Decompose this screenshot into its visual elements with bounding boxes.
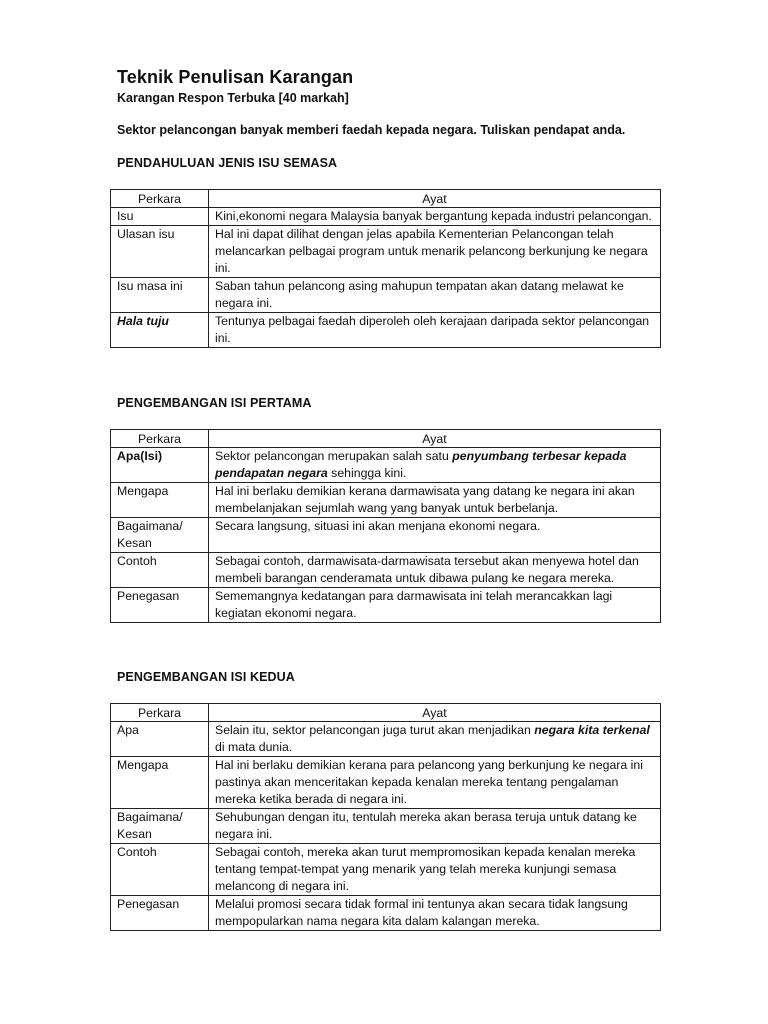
- row-key: Isu: [111, 208, 209, 226]
- column-header-perkara: Perkara: [111, 190, 209, 208]
- table-row: [111, 809, 661, 844]
- row-text: Kini,ekonomi negara Malaysia banyak bergantung kepada industri pelancongan.: [209, 208, 661, 226]
- row-text-post: sehingga kini.: [327, 466, 407, 480]
- column-header-ayat: Ayat: [209, 704, 661, 722]
- table-row: [111, 896, 661, 931]
- table-row: [111, 518, 661, 553]
- row-key: Hala tuju: [111, 313, 209, 348]
- row-text: Sehubungan dengan itu, tentulah mereka akan berasa teruja untuk datang ke negara ini.: [209, 809, 661, 844]
- row-text-pre: Selain itu, sektor pelancongan juga turut akan menjadikan: [215, 723, 535, 737]
- row-text: [209, 722, 661, 757]
- row-key: Contoh: [111, 844, 209, 896]
- table-row: [111, 483, 661, 518]
- row-text: Sememangnya kedatangan para darmawisata ini telah merancakkan lagi kegiatan ekonomi negara.: [209, 588, 661, 623]
- row-key: Penegasan: [111, 896, 209, 931]
- document-subtitle: Karangan Respon Terbuka [40 markah]: [117, 91, 349, 105]
- row-text: Hal ini berlaku demikian kerana darmawisata yang datang ke negara ini akan membelanjakan sejumlah wang yang banyak untuk berbelanja.: [209, 483, 661, 518]
- row-text: Hal ini berlaku demikian kerana para pelancong yang berkunjung ke negara ini pastinya akan menceritakan kepada kenalan mereka tentang pengalaman mereka ketika berada di negara ini.: [209, 757, 661, 809]
- section-heading-isi-pertama: PENGEMBANGAN ISI PERTAMA: [117, 396, 312, 410]
- row-key: Apa: [111, 722, 209, 757]
- row-key: Bagaimana/ Kesan: [111, 518, 209, 553]
- row-text-pre: Sektor pelancongan merupakan salah satu: [215, 449, 453, 463]
- table-row: [111, 208, 661, 226]
- column-header-perkara: Perkara: [111, 430, 209, 448]
- document-title: Teknik Penulisan Karangan: [117, 67, 354, 87]
- row-text: Saban tahun pelancong asing mahupun tempatan akan datang melawat ke negara ini.: [209, 278, 661, 313]
- row-text: Sebagai contoh, darmawisata-darmawisata tersebut akan menyewa hotel dan membeli barangan cenderamata untuk dibawa pulang ke negara mereka.: [209, 553, 661, 588]
- row-text-emphasis: negara kita terkenal: [534, 723, 650, 737]
- row-key: Bagaimana/ Kesan: [111, 809, 209, 844]
- table-isi-pertama: [110, 429, 661, 623]
- row-key: Apa(Isi): [111, 448, 209, 483]
- table-pendahuluan: [110, 189, 661, 348]
- table-isi-kedua: [110, 703, 661, 931]
- table-row: [111, 448, 661, 483]
- row-text-emphasis: penyumbang terbesar kepada pendapatan negara: [215, 449, 627, 480]
- row-key: Isu masa ini: [111, 278, 209, 313]
- row-text: Hal ini dapat dilihat dengan jelas apabila Kementerian Pelancongan telah melancarkan pelbagai program untuk menarik pelancong berkunjung ke negara ini.: [209, 226, 661, 278]
- row-text: Melalui promosi secara tidak formal ini tentunya akan secara tidak langsung mempopularkan nama negara kita dalam kalangan mereka.: [209, 896, 661, 931]
- table-row: [111, 278, 661, 313]
- table-row: [111, 757, 661, 809]
- column-header-perkara: Perkara: [111, 704, 209, 722]
- row-key: Ulasan isu: [111, 226, 209, 278]
- table-row: [111, 722, 661, 757]
- table-row: [111, 844, 661, 896]
- table-header-row: [111, 430, 661, 448]
- table-row: [111, 313, 661, 348]
- table-header-row: [111, 704, 661, 722]
- table-row: [111, 226, 661, 278]
- table-header-row: [111, 190, 661, 208]
- table-row: [111, 588, 661, 623]
- column-header-ayat: Ayat: [209, 430, 661, 448]
- row-key: Mengapa: [111, 483, 209, 518]
- row-text: Tentunya pelbagai faedah diperoleh oleh kerajaan daripada sektor pelancongan ini.: [209, 313, 661, 348]
- row-text: Secara langsung, situasi ini akan menjana ekonomi negara.: [209, 518, 661, 553]
- essay-question: Sektor pelancongan banyak memberi faedah kepada negara. Tuliskan pendapat anda.: [117, 123, 626, 137]
- row-text: Sebagai contoh, mereka akan turut mempromosikan kepada kenalan mereka tentang tempat-tempat yang menarik yang telah mereka kunjungi semasa melancong di negara ini.: [209, 844, 661, 896]
- row-text-post: di mata dunia.: [215, 740, 293, 754]
- table-row: [111, 553, 661, 588]
- row-text: [209, 448, 661, 483]
- row-key: Contoh: [111, 553, 209, 588]
- row-key: Penegasan: [111, 588, 209, 623]
- column-header-ayat: Ayat: [209, 190, 661, 208]
- section-heading-pendahuluan: PENDAHULUAN JENIS ISU SEMASA: [117, 156, 338, 170]
- row-key: Mengapa: [111, 757, 209, 809]
- section-heading-isi-kedua: PENGEMBANGAN ISI KEDUA: [117, 670, 295, 684]
